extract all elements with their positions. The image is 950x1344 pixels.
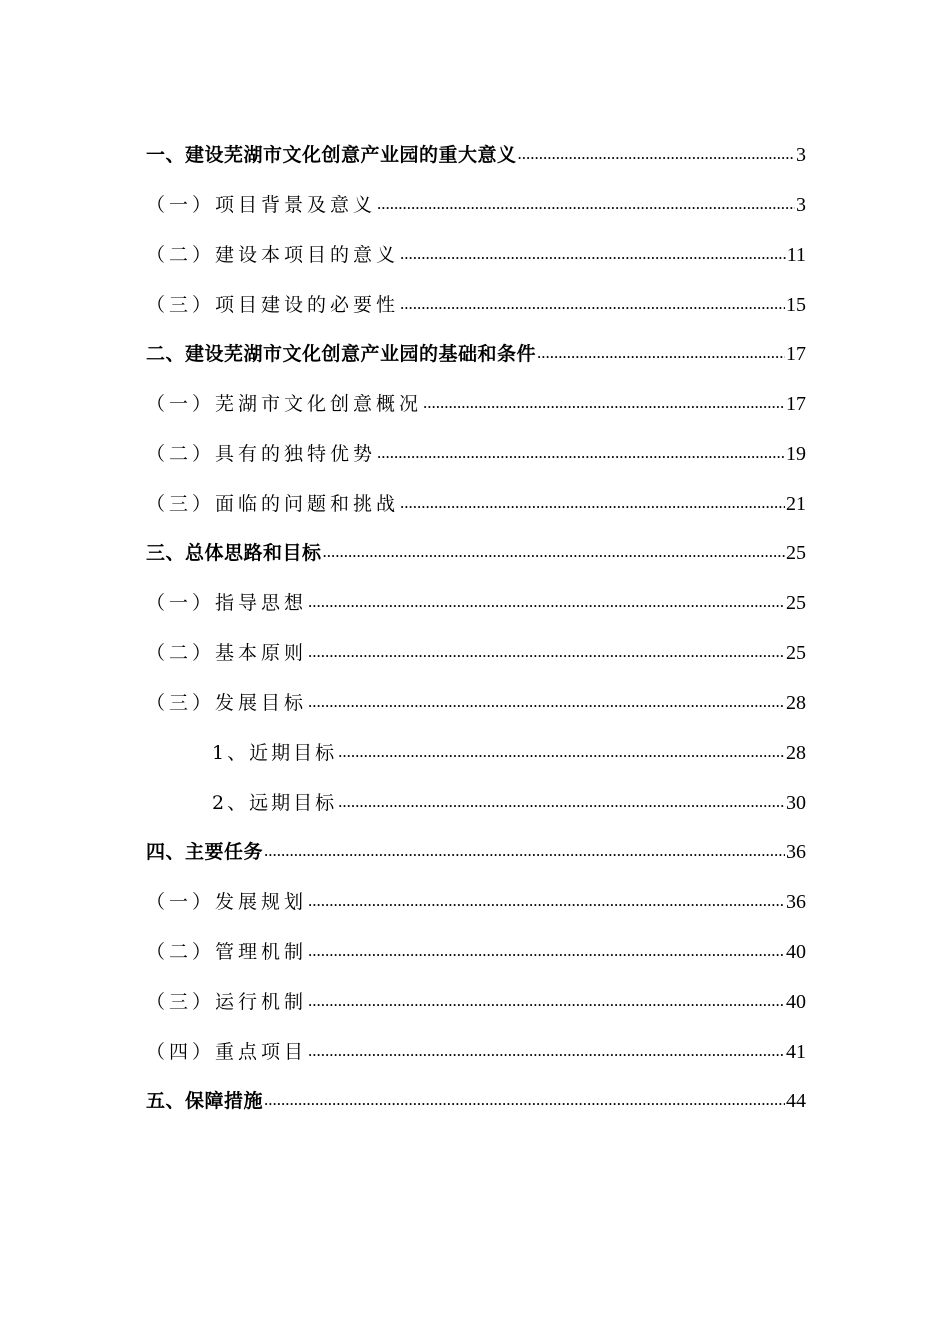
toc-page-number: 17 xyxy=(786,393,806,415)
toc-entry[interactable] xyxy=(146,386,806,416)
toc-page-number: 25 xyxy=(786,642,806,664)
toc-dot-leader xyxy=(308,1041,785,1061)
toc-dot-leader xyxy=(323,542,785,562)
toc-entry-title: （一）指导思想 xyxy=(146,592,308,614)
toc-entry-title: 四、主要任务 xyxy=(146,841,264,863)
toc-entry[interactable] xyxy=(146,137,806,167)
toc-entry-title: （一）芜湖市文化创意概况 xyxy=(146,393,423,415)
toc-entry-title: 2、远期目标 xyxy=(212,792,338,814)
toc-page-number: 3 xyxy=(796,144,806,166)
toc-entry[interactable] xyxy=(146,535,806,565)
toc-entry[interactable] xyxy=(146,436,806,466)
toc-dot-leader xyxy=(308,891,785,911)
toc-dot-leader xyxy=(338,742,785,762)
toc-entry-title: （三）运行机制 xyxy=(146,991,308,1013)
toc-page-number: 36 xyxy=(786,841,806,863)
toc-page-number: 28 xyxy=(786,692,806,714)
toc-page-number: 21 xyxy=(786,493,806,515)
toc-dot-leader xyxy=(377,443,785,463)
toc-entry-title: （二）建设本项目的意义 xyxy=(146,244,400,266)
toc-page-number: 11 xyxy=(786,244,806,266)
toc-entry-title: 二、建设芜湖市文化创意产业园的基础和条件 xyxy=(146,343,537,365)
toc-dot-leader xyxy=(308,692,785,712)
toc-page-number: 3 xyxy=(796,194,806,216)
toc-entry[interactable] xyxy=(212,735,806,765)
toc-entry[interactable] xyxy=(146,336,806,366)
toc-entry-title: 五、保障措施 xyxy=(146,1090,264,1112)
toc-dot-leader xyxy=(308,991,785,1011)
toc-dot-leader xyxy=(308,941,785,961)
toc-entry[interactable] xyxy=(146,1083,806,1113)
toc-entry-title: 一、建设芜湖市文化创意产业园的重大意义 xyxy=(146,144,517,166)
toc-entry[interactable] xyxy=(146,486,806,516)
toc-entry-title: （二）基本原则 xyxy=(146,642,308,664)
toc-entry[interactable] xyxy=(146,884,806,914)
toc-entry-title: （二）管理机制 xyxy=(146,941,308,963)
toc-entry-title: （四）重点项目 xyxy=(146,1041,308,1063)
toc-entry-title: 三、总体思路和目标 xyxy=(146,542,322,564)
toc-dot-leader xyxy=(400,244,786,264)
toc-entry-title: （三）发展目标 xyxy=(146,692,308,714)
toc-page-number: 36 xyxy=(786,891,806,913)
toc-page-number: 15 xyxy=(786,294,806,316)
toc-entry[interactable] xyxy=(212,785,806,815)
toc-page-number: 28 xyxy=(786,742,806,764)
toc-dot-leader xyxy=(400,294,785,314)
toc-page-number: 41 xyxy=(786,1041,806,1063)
toc-entry[interactable] xyxy=(146,237,806,267)
toc-entry[interactable] xyxy=(146,635,806,665)
toc-dot-leader xyxy=(377,194,795,214)
toc-dot-leader xyxy=(400,493,785,513)
toc-page-number: 17 xyxy=(786,343,806,365)
toc-entry[interactable] xyxy=(146,685,806,715)
toc-dot-leader xyxy=(518,144,795,164)
toc-entry[interactable] xyxy=(146,187,806,217)
toc-entry[interactable] xyxy=(146,984,806,1014)
toc-page-number: 40 xyxy=(786,941,806,963)
toc-dot-leader xyxy=(338,792,785,812)
toc-page-number: 25 xyxy=(786,592,806,614)
toc-page-number: 30 xyxy=(786,792,806,814)
toc-entry[interactable] xyxy=(146,1034,806,1064)
toc-dot-leader xyxy=(264,1090,785,1110)
toc-entry[interactable] xyxy=(146,585,806,615)
toc-entry[interactable] xyxy=(146,834,806,864)
toc-entry-title: （一）发展规划 xyxy=(146,891,308,913)
toc-entry[interactable] xyxy=(146,934,806,964)
toc-dot-leader xyxy=(423,393,785,413)
toc-page-number: 44 xyxy=(786,1090,806,1112)
toc-dot-leader xyxy=(537,343,785,363)
toc-entry-title: （一）项目背景及意义 xyxy=(146,194,377,216)
toc-entry-title: 1、近期目标 xyxy=(212,742,338,764)
toc-dot-leader xyxy=(264,841,785,861)
toc-entry-title: （三）面临的问题和挑战 xyxy=(146,493,400,515)
toc-entry-title: （三）项目建设的必要性 xyxy=(146,294,400,316)
toc-page-number: 40 xyxy=(786,991,806,1013)
toc-page-number: 25 xyxy=(786,542,806,564)
toc-entry-title: （二）具有的独特优势 xyxy=(146,443,377,465)
toc-entry[interactable] xyxy=(146,287,806,317)
toc-dot-leader xyxy=(308,642,785,662)
toc-page-number: 19 xyxy=(786,443,806,465)
toc-dot-leader xyxy=(308,592,785,612)
